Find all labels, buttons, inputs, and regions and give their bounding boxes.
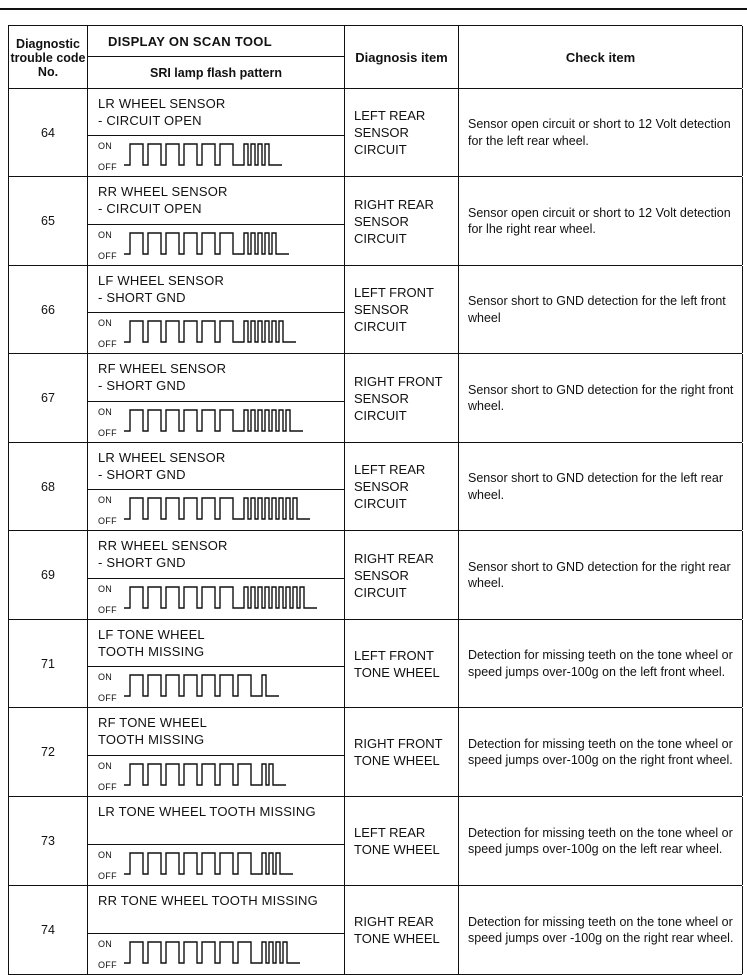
diagnosis-item: LEFT FRONT SENSOR CIRCUIT bbox=[345, 266, 459, 353]
display-text: RF WHEEL SENSOR - SHORT GND bbox=[88, 354, 344, 402]
scan-tool-display bbox=[88, 266, 345, 353]
display-text: LR TONE WHEEL TOOTH MISSING bbox=[88, 797, 344, 845]
flash-pattern bbox=[124, 849, 329, 879]
diagnosis-item: LEFT REAR TONE WHEEL bbox=[345, 797, 459, 885]
trouble-code: 68 bbox=[9, 443, 88, 530]
trouble-code: 64 bbox=[9, 89, 88, 176]
scan-tool-display bbox=[88, 354, 345, 442]
off-label: OFF bbox=[98, 339, 117, 349]
flash-pattern bbox=[124, 406, 329, 436]
display-text: LF WHEEL SENSOR - SHORT GND bbox=[88, 266, 344, 313]
pulse-waveform bbox=[124, 321, 296, 342]
flash-pattern-cell bbox=[88, 667, 344, 707]
pulse-waveform bbox=[124, 853, 293, 874]
table-row bbox=[8, 620, 742, 708]
on-label: ON bbox=[98, 318, 113, 328]
display-text: LR WHEEL SENSOR - CIRCUIT OPEN bbox=[88, 89, 344, 136]
scan-tool-display bbox=[88, 443, 345, 530]
scan-tool-display bbox=[88, 177, 345, 265]
on-label: ON bbox=[98, 672, 113, 682]
off-label: OFF bbox=[98, 516, 117, 526]
on-label: ON bbox=[98, 584, 113, 594]
check-item: Sensor short to GND detection for the right rear wheel. bbox=[459, 531, 743, 619]
table-header bbox=[8, 25, 742, 89]
flash-pattern-cell bbox=[88, 402, 344, 442]
off-label: OFF bbox=[98, 693, 117, 703]
dtc-table bbox=[8, 25, 742, 975]
table-row bbox=[8, 531, 742, 620]
pulse-waveform bbox=[124, 144, 282, 165]
flash-pattern bbox=[124, 317, 329, 347]
trouble-code: 71 bbox=[9, 620, 88, 707]
pulse-waveform bbox=[124, 942, 300, 963]
check-item: Detection for missing teeth on the tone wheel or speed jumps over -100g on the right rear wheel. bbox=[459, 886, 743, 974]
flash-pattern-cell bbox=[88, 225, 344, 265]
scan-tool-display bbox=[88, 708, 345, 796]
off-label: OFF bbox=[98, 428, 117, 438]
display-text: RF TONE WHEEL TOOTH MISSING bbox=[88, 708, 344, 756]
diagnosis-item: LEFT REAR SENSOR CIRCUIT bbox=[345, 89, 459, 176]
off-label: OFF bbox=[98, 960, 117, 970]
on-label: ON bbox=[98, 761, 113, 771]
table-row bbox=[8, 708, 742, 797]
table-row bbox=[8, 354, 742, 443]
scan-tool-display bbox=[88, 531, 345, 619]
pulse-waveform bbox=[124, 410, 303, 431]
trouble-code: 67 bbox=[9, 354, 88, 442]
scan-tool-display bbox=[88, 89, 345, 176]
diagnosis-item: LEFT REAR SENSOR CIRCUIT bbox=[345, 443, 459, 530]
display-text: RR WHEEL SENSOR - SHORT GND bbox=[88, 531, 344, 579]
table-row bbox=[8, 177, 742, 266]
check-item: Detection for missing teeth on the tone wheel or speed jumps over-100g on the left front wheel. bbox=[459, 620, 743, 707]
check-item: Sensor open circuit or short to 12 Volt detection for the left rear wheel. bbox=[459, 89, 743, 176]
pulse-waveform bbox=[124, 764, 286, 785]
check-item: Sensor short to GND detection for the left rear wheel. bbox=[459, 443, 743, 530]
check-item: Sensor short to GND detection for the left front wheel bbox=[459, 266, 743, 353]
flash-pattern-cell bbox=[88, 490, 344, 530]
diagnosis-item: RIGHT FRONT TONE WHEEL bbox=[345, 708, 459, 796]
header-code: Diagnostic trouble code No. bbox=[9, 26, 88, 88]
display-text: RR WHEEL SENSOR - CIRCUIT OPEN bbox=[88, 177, 344, 225]
diagnosis-item: RIGHT FRONT SENSOR CIRCUIT bbox=[345, 354, 459, 442]
flash-pattern-cell bbox=[88, 845, 344, 885]
display-text: LR WHEEL SENSOR - SHORT GND bbox=[88, 443, 344, 490]
top-rule bbox=[0, 8, 747, 10]
trouble-code: 74 bbox=[9, 886, 88, 974]
header-check: Check item bbox=[459, 26, 743, 88]
pulse-waveform bbox=[124, 498, 310, 519]
flash-pattern bbox=[124, 671, 329, 701]
header-display bbox=[88, 26, 345, 88]
flash-pattern-cell bbox=[88, 756, 344, 796]
off-label: OFF bbox=[98, 251, 117, 261]
off-label: OFF bbox=[98, 871, 117, 881]
flash-pattern bbox=[124, 229, 329, 259]
diagnosis-item: RIGHT REAR SENSOR CIRCUIT bbox=[345, 531, 459, 619]
trouble-code: 66 bbox=[9, 266, 88, 353]
header-diagnosis: Diagnosis item bbox=[345, 26, 459, 88]
flash-pattern-cell bbox=[88, 934, 344, 974]
diagnosis-item: RIGHT REAR SENSOR CIRCUIT bbox=[345, 177, 459, 265]
header-pattern: SRI lamp flash pattern bbox=[150, 65, 282, 80]
trouble-code: 65 bbox=[9, 177, 88, 265]
on-label: ON bbox=[98, 407, 113, 417]
table-row bbox=[8, 443, 742, 531]
flash-pattern-cell bbox=[88, 579, 344, 619]
flash-pattern-cell bbox=[88, 136, 344, 176]
scan-tool-display bbox=[88, 620, 345, 707]
pulse-waveform bbox=[124, 587, 317, 608]
table-row bbox=[8, 886, 742, 975]
pulse-waveform bbox=[124, 233, 289, 254]
trouble-code: 72 bbox=[9, 708, 88, 796]
on-label: ON bbox=[98, 495, 113, 505]
trouble-code: 69 bbox=[9, 531, 88, 619]
on-label: ON bbox=[98, 939, 113, 949]
on-label: ON bbox=[98, 230, 113, 240]
flash-pattern bbox=[124, 760, 329, 790]
diagnosis-item: RIGHT REAR TONE WHEEL bbox=[345, 886, 459, 974]
header-display-title: DISPLAY ON SCAN TOOL bbox=[88, 26, 344, 57]
check-item: Detection for missing teeth on the tone wheel or speed jumps over-100g on the left rear wheel. bbox=[459, 797, 743, 885]
off-label: OFF bbox=[98, 782, 117, 792]
table-row bbox=[8, 797, 742, 886]
table-row bbox=[8, 89, 742, 177]
trouble-code: 73 bbox=[9, 797, 88, 885]
diagnosis-item: LEFT FRONT TONE WHEEL bbox=[345, 620, 459, 707]
off-label: OFF bbox=[98, 162, 117, 172]
check-item: Sensor short to GND detection for the right front wheel. bbox=[459, 354, 743, 442]
on-label: ON bbox=[98, 850, 113, 860]
scan-tool-display bbox=[88, 886, 345, 974]
on-label: ON bbox=[98, 141, 113, 151]
flash-pattern bbox=[124, 494, 329, 524]
flash-pattern bbox=[124, 938, 329, 968]
flash-pattern bbox=[124, 140, 329, 170]
table-row bbox=[8, 266, 742, 354]
display-text: LF TONE WHEEL TOOTH MISSING bbox=[88, 620, 344, 667]
flash-pattern bbox=[124, 583, 329, 613]
off-label: OFF bbox=[98, 605, 117, 615]
display-text: RR TONE WHEEL TOOTH MISSING bbox=[88, 886, 344, 934]
check-item: Detection for missing teeth on the tone wheel or speed jumps over-100g on the right front wheel. bbox=[459, 708, 743, 796]
scan-tool-display bbox=[88, 797, 345, 885]
flash-pattern-cell bbox=[88, 313, 344, 353]
pulse-waveform bbox=[124, 675, 279, 696]
check-item: Sensor open circuit or short to 12 Volt detection for lhe right rear wheel. bbox=[459, 177, 743, 265]
